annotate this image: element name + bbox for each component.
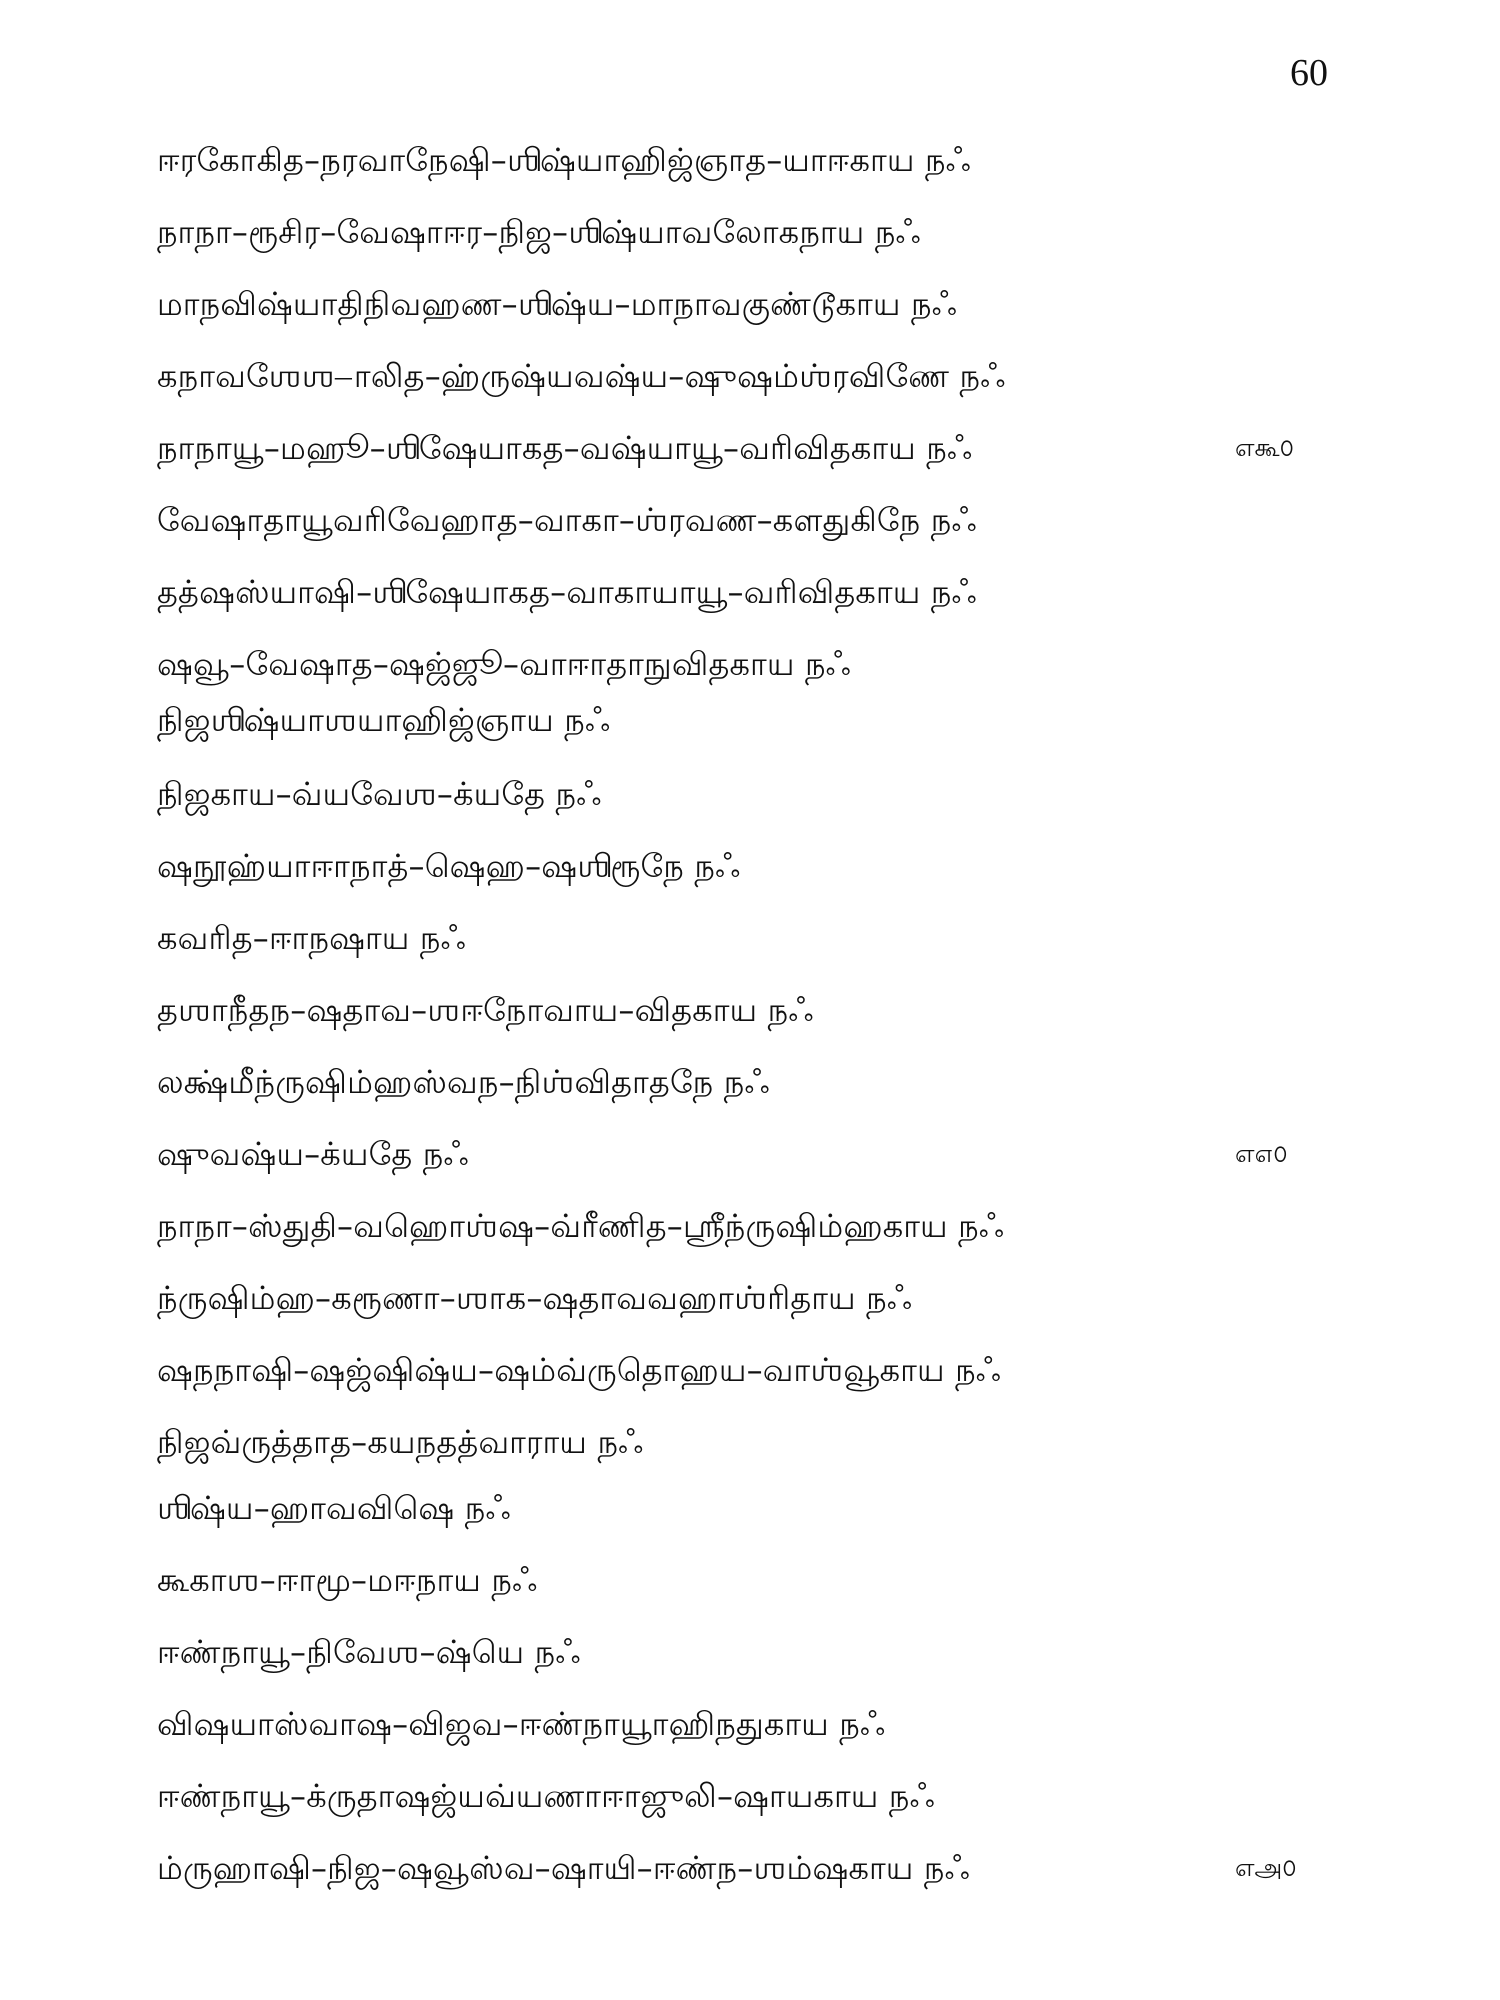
mantra-text: கநாவஶேஶ–ாலித–ஹ்ருஷ்யவஷ்ய–ஷுஷம்ஶ்ரவிணே நஃ	[157, 357, 1006, 395]
mantra-text: நிஜகாய–வ்யவேஶ–க்யதே நஃ	[157, 775, 602, 813]
mantra-text: ஈரகோகித–நரவாநேஷி–ஶிஷ்யாஹிஜ்ஞாத–யாஈகாய நஃ	[157, 141, 971, 179]
mantra-line	[157, 836, 1437, 896]
verse-number: எ௭௦	[1235, 1139, 1288, 1168]
mantra-line	[157, 1052, 1437, 1112]
mantra-text: நிஜஶிஷ்யாஶயாஹிஜ்ஞாய நஃ	[157, 701, 611, 739]
mantra-text: மாநவிஷ்யாதிநிவஹண–ஶிஷ்ய–மாநாவகுண்டூகாய நஃ	[157, 285, 957, 323]
mantra-line	[157, 1622, 1437, 1682]
mantra-line	[157, 1196, 1437, 1256]
mantra-line	[157, 490, 1437, 550]
mantra-text: நாநாயூ–மஹூ–ஶிஷேயாகத–வஷ்யாயூ–வரிவிதகாய நஃ	[157, 429, 973, 467]
mantra-line	[157, 346, 1437, 406]
mantra-line	[157, 1694, 1437, 1754]
mantra-text: ம்ருஹாஷி–நிஜ–ஷவூஸ்வ–ஷாயி–ஈண்ந–ஶம்ஷகாய நஃ	[157, 1849, 970, 1887]
mantra-line	[157, 1766, 1437, 1826]
verse-number: எகூ௦	[1235, 433, 1294, 462]
mantra-text: ந்ருஷிம்ஹ–கரூணா–ஶாக–ஷதாவவஹாஶ்ரிதாய நஃ	[157, 1279, 913, 1317]
mantra-text: ஈண்நாயூ–நிவேஶ–ஷ்யெ நஃ	[157, 1633, 581, 1671]
mantra-text: நாநா–ரூசிர–வேஷாஈர–நிஜ–ஶிஷ்யாவலோகநாய நஃ	[157, 213, 921, 251]
mantra-line	[157, 1268, 1437, 1328]
mantra-line	[157, 634, 1437, 694]
mantra-text: ஷநூஹ்யாஈாநாத்–ஷெஹ–ஷஶிரூநே நஃ	[157, 847, 741, 885]
mantra-line	[157, 690, 1437, 750]
verse-number: எஅ௦	[1235, 1853, 1297, 1882]
mantra-line	[157, 1550, 1437, 1610]
mantra-text: தத்ஷஸ்யாஷி–ஶிஷேயாகத–வாகாயாயூ–வரிவிதகாய நஃ	[157, 573, 977, 611]
page-number: 60	[1290, 52, 1328, 94]
mantra-line	[157, 130, 1437, 190]
mantra-text: விஷயாஸ்வாஷ–விஜவ–ஈண்நாயூாஹிநதுகாய நஃ	[157, 1705, 886, 1743]
mantra-line	[157, 1124, 1437, 1184]
mantra-line	[157, 1340, 1437, 1400]
mantra-line	[157, 562, 1437, 622]
mantra-text: நாநா–ஸ்துதி–வஹொஶ்ஷ–வ்ரீணித–ஶ்ரீந்ருஷிம்ஹகாய நஃ	[157, 1207, 1005, 1245]
mantra-line	[157, 980, 1437, 1040]
mantra-line	[157, 418, 1437, 478]
mantra-line	[157, 274, 1437, 334]
mantra-line	[157, 1412, 1437, 1472]
mantra-text: கவரித–ஈாநஷாய நஃ	[157, 919, 466, 957]
mantra-line	[157, 764, 1437, 824]
mantra-text: ஷுவஷ்ய–க்யதே நஃ	[157, 1135, 469, 1173]
mantra-line	[157, 908, 1437, 968]
mantra-text: கூகாஶ–ஈாமூ–மஈநாய நஃ	[157, 1561, 538, 1599]
mantra-text: ஷநநாஷி–ஷஜ்ஷிஷ்ய–ஷம்வ்ருதொஹய–வாஶ்வூகாய நஃ	[157, 1351, 1002, 1389]
mantra-line	[157, 1838, 1437, 1898]
mantra-line	[157, 202, 1437, 262]
mantra-text: நிஜவ்ருத்தாத–கயநதத்வாராய நஃ	[157, 1423, 644, 1461]
mantra-text: ஶிஷ்ய–ஹாவவிஷெ நஃ	[157, 1489, 511, 1527]
mantra-text: தஶாநீதந–ஷதாவ–ஶஈநோவாய–விதகாய நஃ	[157, 991, 814, 1029]
mantra-text: ஷவூ–வேஷாத–ஷஜ்ஜூ–வாஈாதாநுவிதகாய நஃ	[157, 645, 851, 683]
mantra-text: வேஷாதாயூவரிவேஹாத–வாகா–ஶ்ரவண–களதுகிநே நஃ	[157, 501, 977, 539]
mantra-text: ஈண்நாயூ–க்ருதாஷஜ்யவ்யணாஈாஜுலி–ஷாயகாய நஃ	[157, 1777, 935, 1815]
mantra-line	[157, 1478, 1437, 1538]
mantra-text: லக்ஷ்மீந்ருஷிம்ஹஸ்வந–நிஶ்விதாதநே நஃ	[157, 1063, 770, 1101]
